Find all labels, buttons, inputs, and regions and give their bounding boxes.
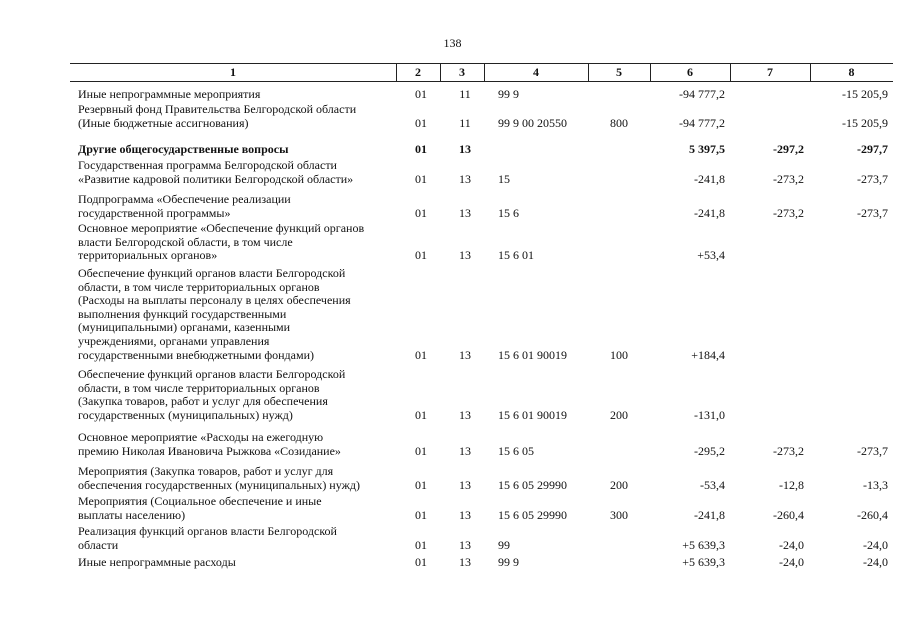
cell-c8: -297,7 (857, 142, 888, 156)
cell-c5: 200 (610, 407, 628, 422)
row-name-line: (муниципальными) органами, казенными (78, 320, 291, 335)
row-name-line: (Расходы на выплаты персоналу в целях обеспечения (78, 293, 351, 308)
row-name (78, 143, 386, 157)
cell-c4: 99 (498, 537, 510, 552)
cell-c6: +5 639,3 (682, 537, 725, 552)
cell-c3: 13 (459, 171, 471, 186)
cell-c6: +184,4 (691, 347, 725, 362)
cell-c7: -273,2 (773, 205, 804, 220)
cell-c7: -273,2 (773, 443, 804, 458)
cell-c6: -94 777,2 (679, 87, 725, 101)
row-name-line: обеспечения государственных (муниципальных) нужд) (78, 477, 360, 492)
cell-c2: 01 (415, 87, 427, 101)
row-name-line: Иные непрограммные расходы (78, 555, 236, 569)
row-name-line: области, в том числе территориальных органов (78, 279, 320, 294)
cell-c6: +5 639,3 (682, 555, 725, 569)
cell-c4: 15 6 01 90019 (498, 347, 567, 362)
cell-c3: 13 (459, 142, 471, 156)
cell-c8: -13,3 (863, 477, 888, 492)
row-name (78, 556, 386, 570)
row-name (78, 88, 386, 102)
cell-c8: -260,4 (857, 507, 888, 522)
row-name-line: области, в том числе территориальных органов (78, 380, 320, 395)
row-name (78, 159, 386, 186)
cell-c5: 100 (610, 347, 628, 362)
row-name-line: Подпрограмма «Обеспечение реализации (78, 192, 291, 206)
row-name (78, 267, 386, 362)
page-number: 138 (443, 36, 462, 50)
row-name-line: Обеспечение функций органов власти Белгородской (78, 367, 346, 381)
cell-c2: 01 (415, 555, 427, 569)
cell-c3: 13 (459, 248, 471, 263)
cell-c6: -94 777,2 (679, 115, 725, 130)
row-name-line: (Закупка товаров, работ и услуг для обеспечения (78, 394, 328, 409)
row-name (78, 525, 386, 552)
cell-c6: -295,2 (694, 443, 725, 458)
cell-c8: -273,7 (857, 205, 888, 220)
cell-c4: 15 (498, 171, 510, 186)
row-name-line: выплаты населению) (78, 507, 186, 522)
column-header-1: 1 (230, 65, 236, 79)
row-name-line: Другие общегосударственные вопросы (78, 142, 289, 156)
cell-c5: 800 (610, 115, 628, 130)
column-header-5: 5 (616, 65, 622, 79)
cell-c4: 15 6 05 29990 (498, 477, 567, 492)
cell-c5: 300 (610, 507, 628, 522)
cell-c4: 15 6 05 29990 (498, 507, 567, 522)
row-name (78, 103, 386, 130)
row-name-line: государственными внебюджетными фондами) (78, 347, 315, 362)
cell-c8: -15 205,9 (842, 87, 888, 101)
cell-c3: 13 (459, 507, 471, 522)
cell-c4: 15 6 01 (498, 248, 534, 263)
cell-c7: -260,4 (773, 507, 804, 522)
row-name-line: учреждениями, органами управления (78, 333, 270, 348)
cell-c8: -24,0 (863, 555, 888, 569)
cell-c7: -12,8 (779, 477, 804, 492)
row-name-line: Основное мероприятие «Обеспечение функций органов (78, 221, 365, 235)
cell-c6: 5 397,5 (689, 142, 725, 156)
column-header-2: 2 (415, 65, 421, 79)
cell-c6: -131,0 (694, 407, 725, 422)
cell-c3: 13 (459, 555, 471, 569)
row-name (78, 222, 386, 263)
cell-c3: 13 (459, 407, 471, 422)
row-name-line: территориальных органов» (78, 248, 218, 263)
cell-c4: 15 6 (498, 205, 519, 220)
cell-c2: 01 (415, 407, 427, 422)
cell-c2: 01 (415, 443, 427, 458)
cell-c7: -24,0 (779, 537, 804, 552)
column-header-6: 6 (687, 65, 693, 79)
row-name-line: Обеспечение функций органов власти Белгородской (78, 266, 346, 280)
table-header (70, 63, 893, 82)
row-name (78, 193, 386, 220)
row-name (78, 465, 386, 492)
cell-c7: -297,2 (773, 142, 804, 156)
cell-c4: 99 9 00 20550 (498, 115, 567, 130)
cell-c7: -273,2 (773, 171, 804, 186)
cell-c4: 99 9 (498, 87, 519, 101)
row-name-line: области (78, 537, 119, 552)
column-header-4: 4 (533, 65, 539, 79)
cell-c3: 11 (459, 115, 471, 130)
cell-c8: -273,7 (857, 171, 888, 186)
row-name-line: Реализация функций органов власти Белгородской (78, 524, 337, 538)
cell-c4: 15 6 01 90019 (498, 407, 567, 422)
cell-c6: -241,8 (694, 205, 725, 220)
cell-c2: 01 (415, 537, 427, 552)
cell-c6: +53,4 (697, 248, 725, 263)
cell-c2: 01 (415, 248, 427, 263)
cell-c2: 01 (415, 171, 427, 186)
cell-c3: 13 (459, 205, 471, 220)
row-name-line: государственных (муниципальных) нужд) (78, 407, 293, 422)
cell-c3: 11 (459, 87, 471, 101)
cell-c6: -53,4 (700, 477, 725, 492)
column-header-7: 7 (767, 65, 773, 79)
row-name-line: премию Николая Ивановича Рыжкова «Созидание» (78, 443, 341, 458)
cell-c2: 01 (415, 115, 427, 130)
cell-c3: 13 (459, 347, 471, 362)
row-name-line: Иные непрограммные мероприятия (78, 87, 261, 101)
cell-c5: 200 (610, 477, 628, 492)
row-name-line: Мероприятия (Социальное обеспечение и иные (78, 494, 322, 508)
row-name-line: Мероприятия (Закупка товаров, работ и услуг для (78, 464, 334, 478)
cell-c2: 01 (415, 347, 427, 362)
cell-c2: 01 (415, 205, 427, 220)
row-name (78, 368, 386, 422)
row-name-line: государственной программы» (78, 205, 231, 220)
cell-c3: 13 (459, 443, 471, 458)
cell-c8: -273,7 (857, 443, 888, 458)
row-name-line: власти Белгородской области, в том числе (78, 234, 293, 249)
cell-c7: -24,0 (779, 555, 804, 569)
row-name-line: (Иные бюджетные ассигнования) (78, 115, 249, 130)
cell-c4: 99 9 (498, 555, 519, 569)
cell-c6: -241,8 (694, 507, 725, 522)
cell-c2: 01 (415, 142, 427, 156)
column-header-3: 3 (459, 65, 465, 79)
cell-c8: -24,0 (863, 537, 888, 552)
row-name-line: выполнения функций государственными (78, 306, 287, 321)
row-name (78, 495, 386, 522)
row-name-line: «Развитие кадровой политики Белгородской области» (78, 171, 354, 186)
cell-c8: -15 205,9 (842, 115, 888, 130)
row-name (78, 431, 386, 458)
cell-c2: 01 (415, 477, 427, 492)
column-header-8: 8 (848, 65, 855, 79)
row-name-line: Основное мероприятие «Расходы на ежегодную (78, 430, 324, 444)
cell-c2: 01 (415, 507, 427, 522)
row-name-line: Резервный фонд Правительства Белгородской области (78, 102, 357, 116)
row-name-line: Государственная программа Белгородской области (78, 158, 337, 172)
cell-c3: 13 (459, 537, 471, 552)
cell-c6: -241,8 (694, 171, 725, 186)
cell-c3: 13 (459, 477, 471, 492)
cell-c4: 15 6 05 (498, 443, 534, 458)
